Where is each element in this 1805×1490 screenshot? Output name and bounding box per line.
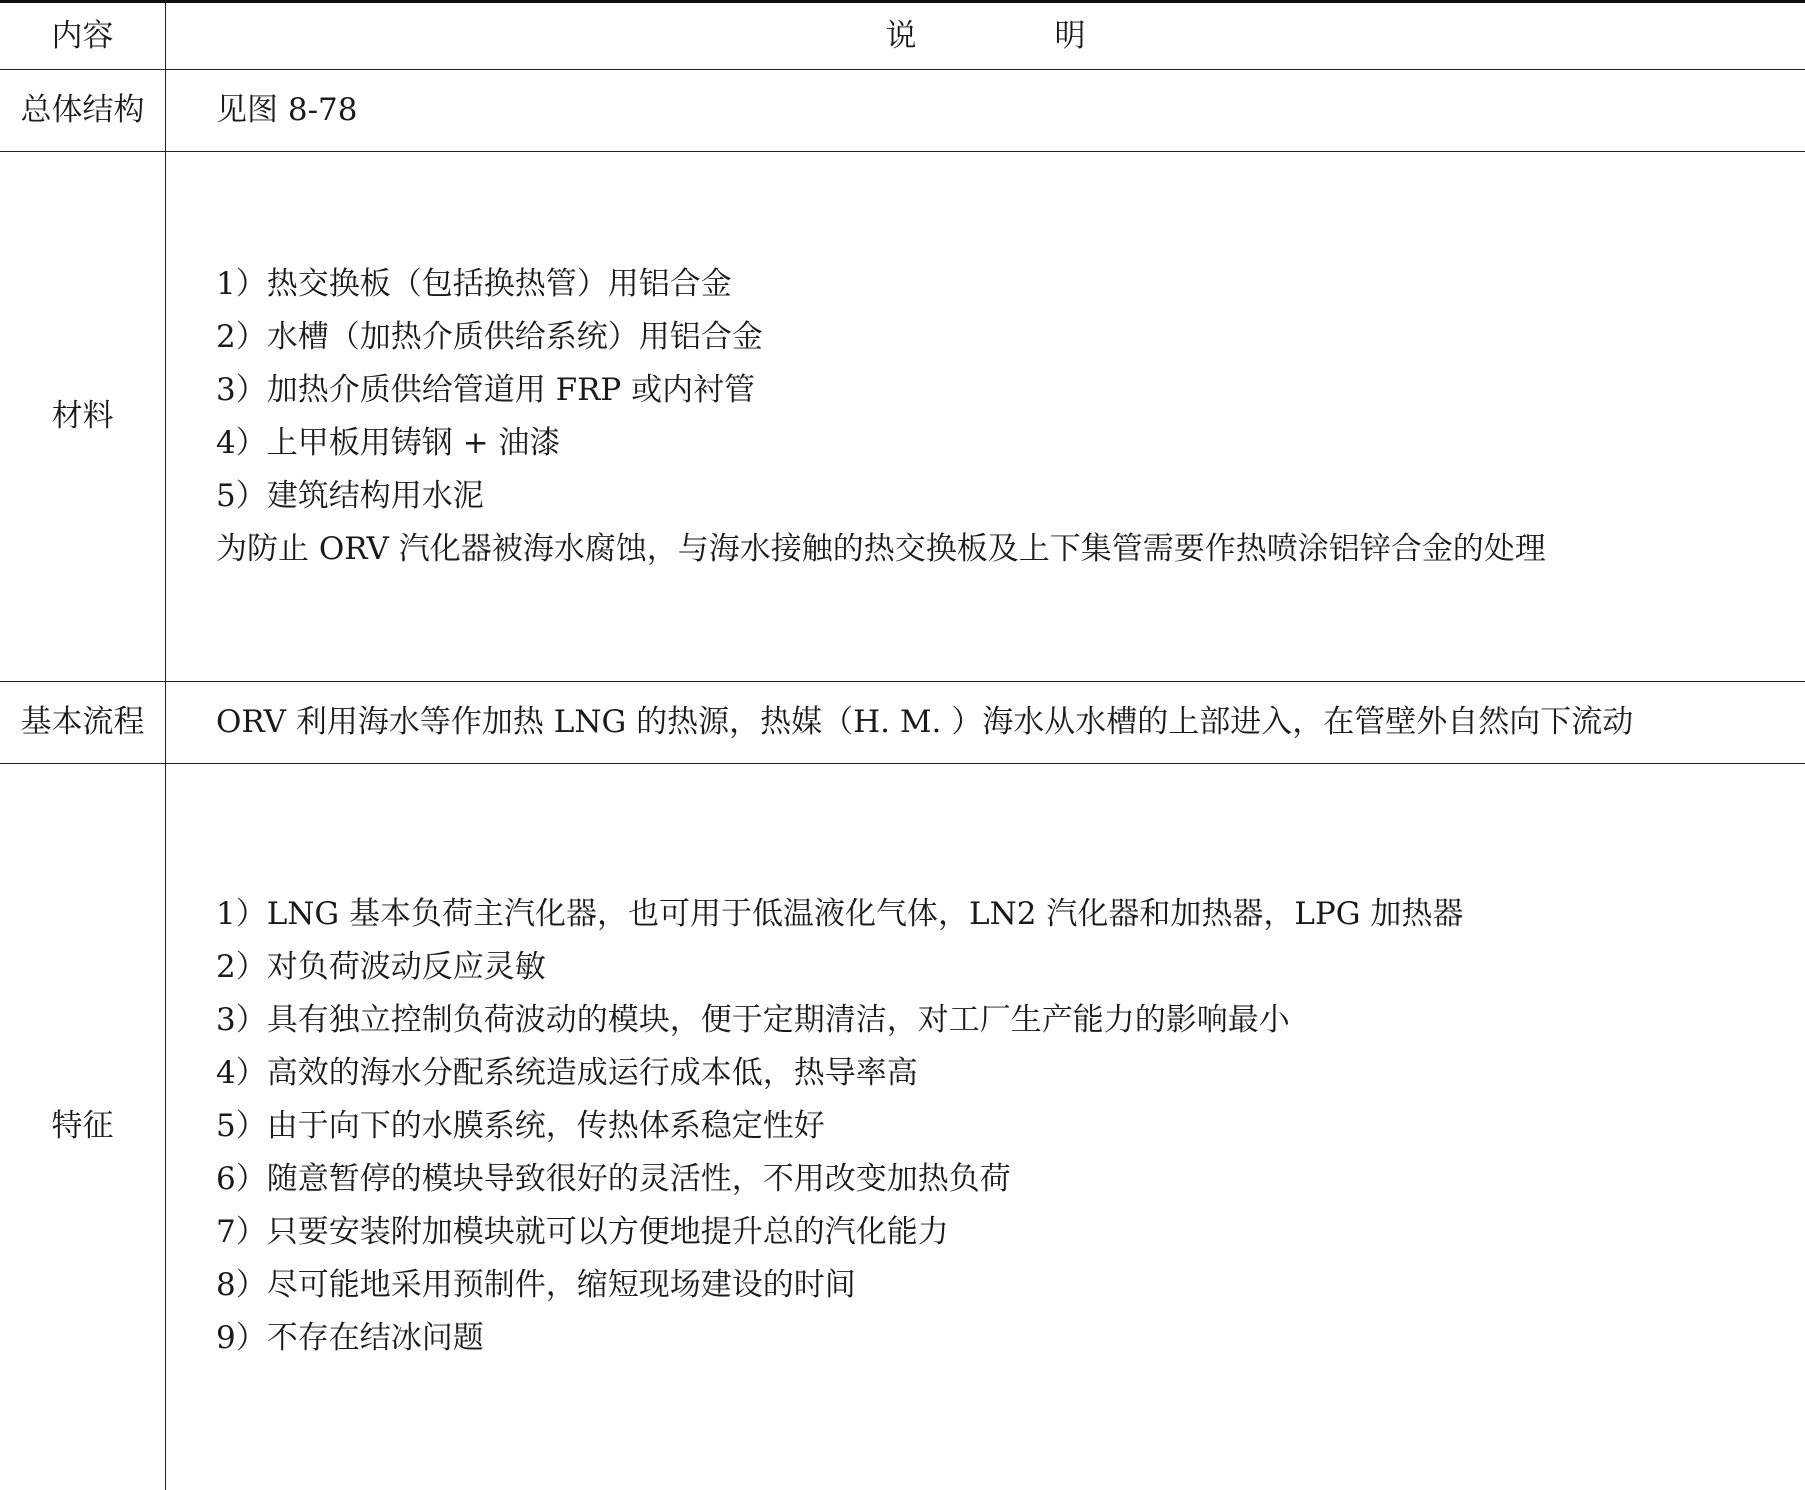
feature-line-9: 9）不存在结冰问题 <box>216 1312 1805 1365</box>
material-line-5: 5）建筑结构用水泥 <box>216 470 1805 523</box>
header-description-right: 明 <box>1055 18 1086 54</box>
feature-line-3: 3）具有独立控制负荷波动的模块，便于定期清洁，对工厂生产能力的影响最小 <box>216 994 1805 1047</box>
structure-text: 见图 8-78 <box>166 70 1805 152</box>
feature-line-8: 8）尽可能地采用预制件，缩短现场建设的时间 <box>216 1259 1805 1312</box>
material-label: 材料 <box>0 152 166 682</box>
flow-line: ORV 利用海水等作加热 LNG 的热源，热媒（H. M. ）海水从水槽的上部进入，在管壁外自然向下流动 <box>216 696 1805 749</box>
table-row-structure <box>0 70 1805 152</box>
feature-label: 特征 <box>0 764 166 1490</box>
material-line-1: 1）热交换板（包括换热管）用铝合金 <box>216 258 1805 311</box>
table-header-row <box>0 2 1805 70</box>
structure-label: 总体结构 <box>0 70 166 152</box>
header-content-cell: 内容 <box>0 2 166 70</box>
table-row-material <box>0 152 1805 682</box>
flow-text <box>166 682 1805 764</box>
feature-line-2: 2）对负荷波动反应灵敏 <box>216 941 1805 994</box>
material-note: 为防止 ORV 汽化器被海水腐蚀，与海水接触的热交换板及上下集管需要作热喷涂铝锌合金的处理 <box>216 523 1805 576</box>
feature-line-5: 5）由于向下的水膜系统，传热体系稳定性好 <box>216 1100 1805 1153</box>
header-description <box>886 10 1086 63</box>
flow-label: 基本流程 <box>0 682 166 764</box>
feature-line-7: 7）只要安装附加模块就可以方便地提升总的汽化能力 <box>216 1206 1805 1259</box>
feature-line-1: 1）LNG 基本负荷主汽化器，也可用于低温液化气体，LN2 汽化器和加热器，LPG 加热器 <box>216 888 1805 941</box>
feature-line-4: 4）高效的海水分配系统造成运行成本低，热导率高 <box>216 1047 1805 1100</box>
table-row-feature <box>0 764 1805 1490</box>
header-description-left: 说 <box>886 18 917 54</box>
material-text <box>166 152 1805 682</box>
header-description-cell <box>166 2 1805 70</box>
material-line-4: 4）上甲板用铸钢 + 油漆 <box>216 417 1805 470</box>
feature-line-6: 6）随意暂停的模块导致很好的灵活性，不用改变加热负荷 <box>216 1153 1805 1206</box>
feature-text <box>166 764 1805 1490</box>
material-line-2: 2）水槽（加热介质供给系统）用铝合金 <box>216 311 1805 364</box>
material-line-3: 3）加热介质供给管道用 FRP 或内衬管 <box>216 364 1805 417</box>
table-row-flow <box>0 682 1805 764</box>
